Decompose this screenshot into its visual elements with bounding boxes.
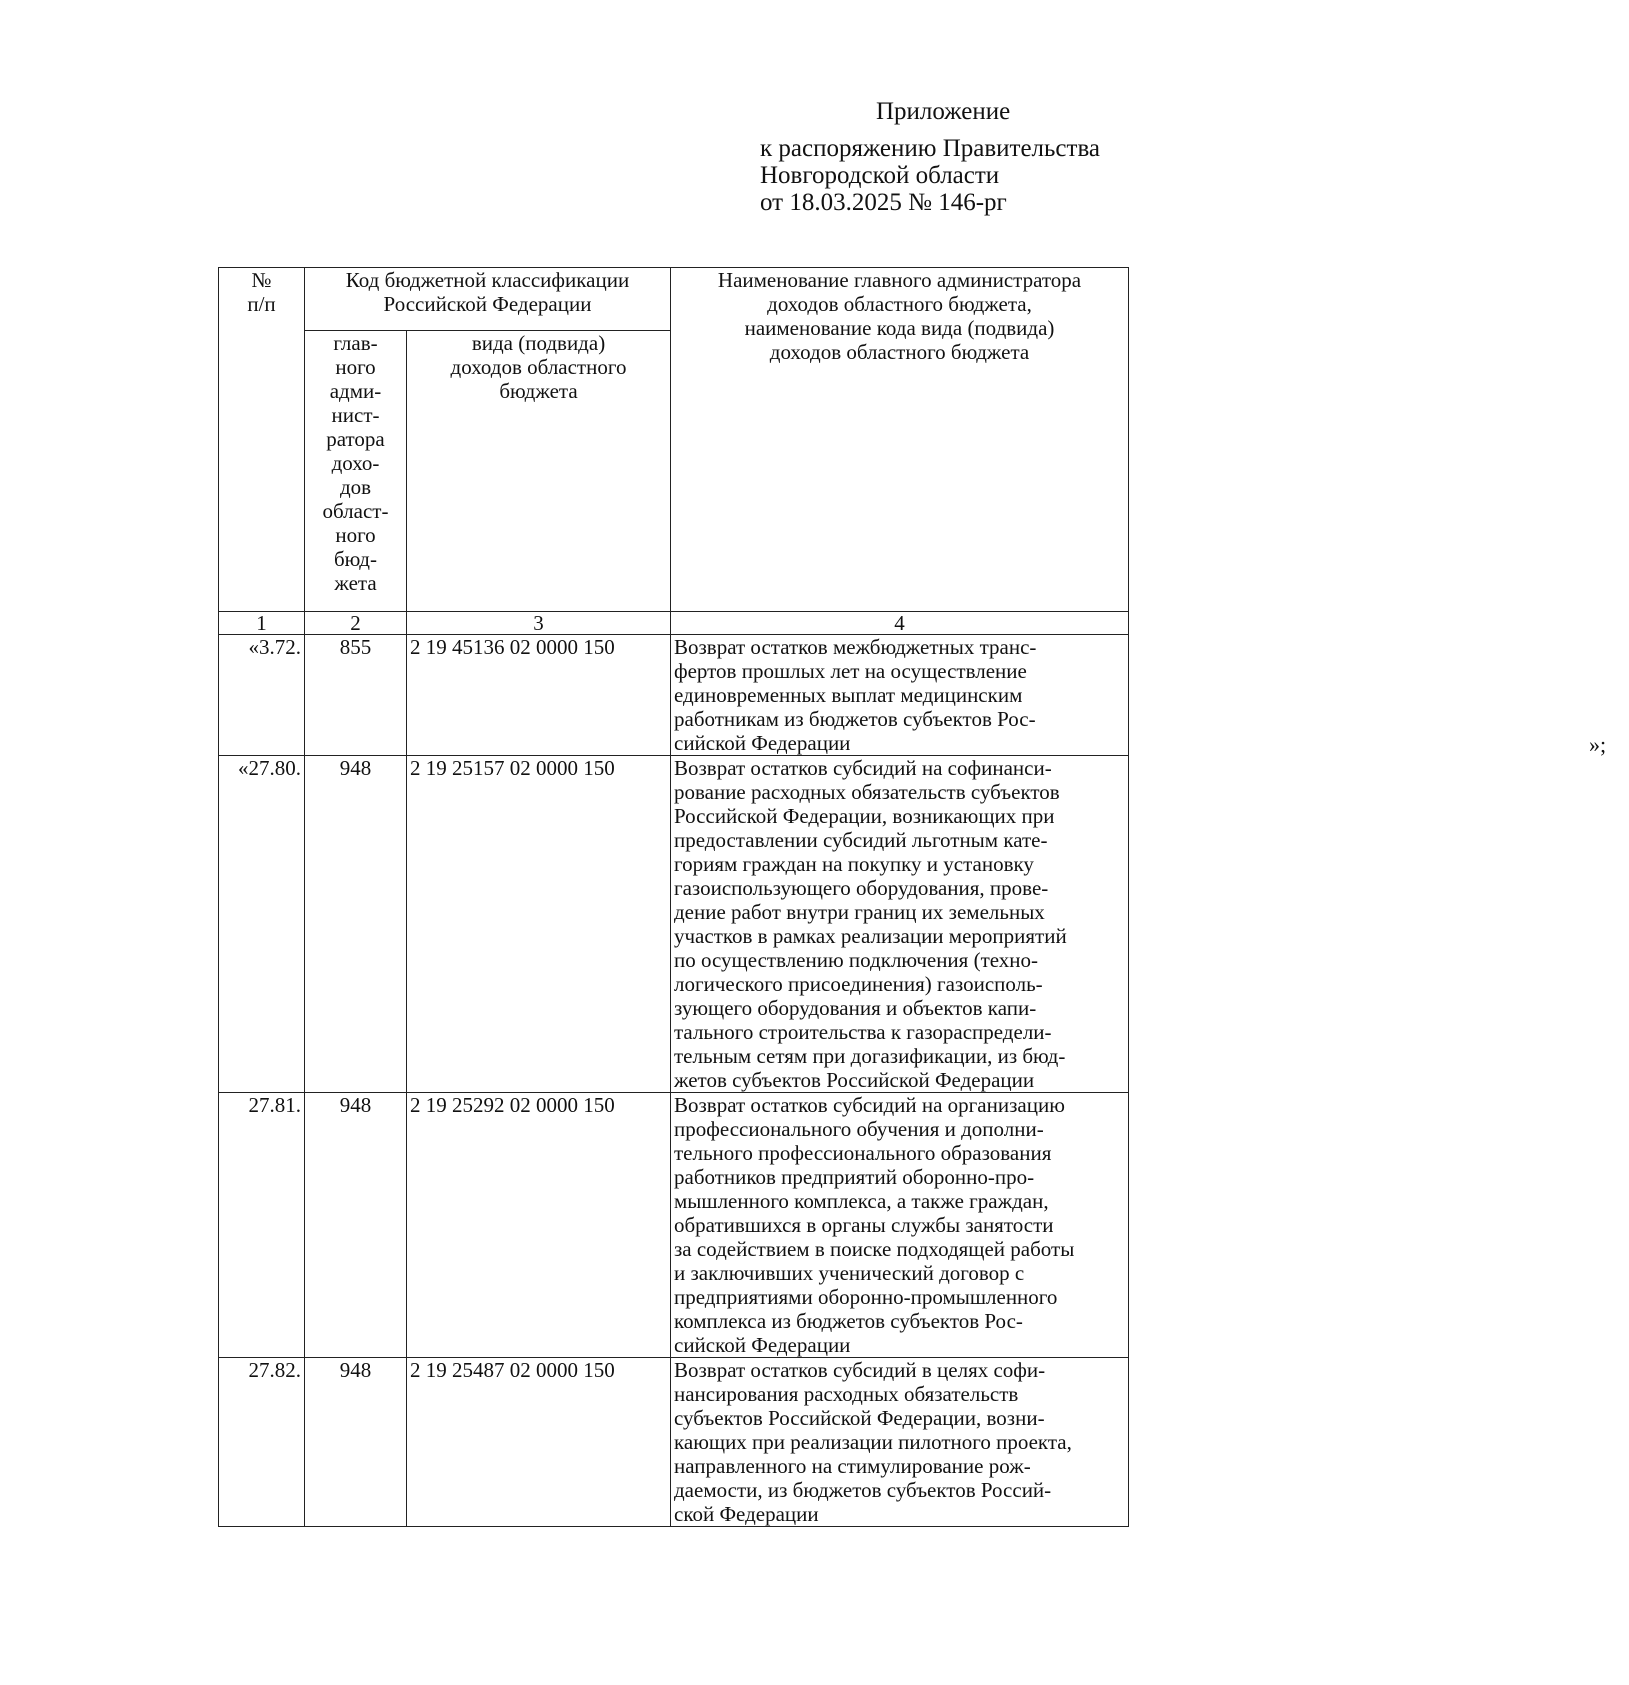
description-line: и заключивших ученический договор с xyxy=(674,1261,1025,1285)
header-line: вида (подвида) xyxy=(471,331,606,355)
description-line: обратившихся в органы службы занятости xyxy=(674,1213,1054,1237)
column-number-2: 2 xyxy=(305,612,407,635)
header-name-lines xyxy=(674,268,1125,364)
header-admin-cell xyxy=(305,331,407,612)
appendix-header xyxy=(760,98,1180,216)
column-number-row xyxy=(219,612,1129,635)
description-line: за содействием в поиске подходящей работы xyxy=(674,1237,1075,1261)
appendix-line-3: от 18.03.2025 № 146-рг xyxy=(760,189,1007,216)
row-number: «3.72. xyxy=(219,635,305,756)
row-description xyxy=(671,1093,1129,1358)
table-row xyxy=(219,1093,1129,1358)
description-line: предоставлении субсидий льготным кате- xyxy=(674,828,1048,852)
description-line: кающих при реализации пилотного проекта, xyxy=(674,1430,1072,1454)
header-line: наименование кода вида (подвида) xyxy=(744,316,1055,340)
header-line: жета xyxy=(334,571,377,595)
appendix-line-2: Новгородской области xyxy=(760,162,1000,189)
header-kind-lines xyxy=(410,331,667,403)
column-number-4: 4 xyxy=(671,612,1129,635)
description-line: работников предприятий оборонно-про- xyxy=(674,1165,1035,1189)
description-line: сийской Федерации xyxy=(674,1333,851,1357)
description-line: Российской Федерации, возникающих при xyxy=(674,804,1055,828)
header-line: дохо- xyxy=(331,451,380,475)
description-line: Возврат остатков субсидий на организацию xyxy=(674,1093,1065,1117)
description-line: субъектов Российской Федерации, возни- xyxy=(674,1406,1045,1430)
header-line: нист- xyxy=(331,403,380,427)
description-line: направленного на стимулирование рож- xyxy=(674,1454,1031,1478)
column-number-1: 1 xyxy=(219,612,305,635)
description-line: единовременных выплат медицинским xyxy=(674,683,1023,707)
row-description xyxy=(671,635,1607,757)
row-income-code: 2 19 25157 02 0000 150 xyxy=(407,756,671,1093)
description-line: мышленного комплекса, а также граждан, xyxy=(674,1189,1049,1213)
header-line: глав- xyxy=(333,331,378,355)
description-line: зующего оборудования и объектов капи- xyxy=(674,996,1037,1020)
row-admin-code: 948 xyxy=(305,1093,407,1358)
header-line: ного xyxy=(335,355,376,379)
description-line: Возврат остатков межбюджетных транс- xyxy=(674,635,1037,659)
header-line: доходов областного xyxy=(450,355,627,379)
column-number-3: 3 xyxy=(407,612,671,635)
description-line: участков в рамках реализации мероприятий xyxy=(674,924,1067,948)
description-line: ской Федерации xyxy=(674,1502,819,1526)
header-line: област- xyxy=(322,499,389,523)
description-line: жетов субъектов Российской Федерации xyxy=(674,1068,1035,1092)
header-num-cell xyxy=(219,268,305,612)
description-line: сийской Федерации xyxy=(674,731,851,755)
description-line: тельным сетям при догазификации, из бюд- xyxy=(674,1044,1066,1068)
description-line: работникам из бюджетов субъектов Рос- xyxy=(674,707,1036,731)
header-line: доходов областного бюджета, xyxy=(767,292,1032,316)
description-line: Возврат остатков субсидий на софинанси- xyxy=(674,756,1052,780)
header-line: ратора xyxy=(326,427,385,451)
header-line: дов xyxy=(339,475,372,499)
description-line: даемости, из бюджетов субъектов Россий- xyxy=(674,1478,1052,1502)
description-line: тельного профессионального образования xyxy=(674,1141,1052,1165)
closing-quote: »; xyxy=(1589,732,1607,757)
row-income-code: 2 19 25487 02 0000 150 xyxy=(407,1358,671,1527)
budget-classification-table xyxy=(218,267,1607,1527)
row-number: «27.80. xyxy=(219,756,305,1093)
row-income-code: 2 19 45136 02 0000 150 xyxy=(407,635,671,756)
header-line: ного xyxy=(335,523,376,547)
header-line: бюджета xyxy=(499,379,578,403)
table-header-row xyxy=(219,268,1129,331)
header-line: доходов областного бюджета xyxy=(769,340,1030,364)
description-line: гориям граждан на покупку и установку xyxy=(674,852,1034,876)
header-num-lines xyxy=(222,268,301,316)
description-line: логического присоединения) газоисполь- xyxy=(674,972,1043,996)
header-line: Наименование главного администратора xyxy=(717,268,1082,292)
description-line: газоиспользующего оборудования, прове- xyxy=(674,876,1049,900)
row-admin-code: 948 xyxy=(305,756,407,1093)
row-admin-code: 948 xyxy=(305,1358,407,1527)
description-line: предприятиями оборонно-промышленного xyxy=(674,1285,1058,1309)
row-number: 27.82. xyxy=(219,1358,305,1527)
header-line: п/п xyxy=(247,292,276,316)
description-line: Возврат остатков субсидий в целях софи- xyxy=(674,1358,1046,1382)
description-line: нансирования расходных обязательств xyxy=(674,1382,1019,1406)
table-row xyxy=(219,635,1129,756)
header-line: бюд- xyxy=(334,547,377,571)
header-line: адми- xyxy=(329,379,382,403)
description-line: по осуществлению подключения (техно- xyxy=(674,948,1039,972)
header-name-cell xyxy=(671,268,1129,612)
description-line: фертов прошлых лет на осуществление xyxy=(674,659,1027,683)
row-description xyxy=(671,756,1129,1093)
description-line: комплекса из бюджетов субъектов Рос- xyxy=(674,1309,1023,1333)
table-row xyxy=(219,756,1129,1093)
description-line: тального строительства к газораспредели- xyxy=(674,1020,1052,1044)
header-admin-lines xyxy=(308,331,403,595)
description-line: рование расходных обязательств субъектов xyxy=(674,780,1060,804)
header-code-group: Код бюджетной классификации Российской Федерации xyxy=(305,268,671,331)
appendix-line-1: к распоряжению Правительства xyxy=(760,135,1101,162)
row-admin-code: 855 xyxy=(305,635,407,756)
row-income-code: 2 19 25292 02 0000 150 xyxy=(407,1093,671,1358)
appendix-title: Приложение xyxy=(876,98,1011,125)
row-number: 27.81. xyxy=(219,1093,305,1358)
description-line: дение работ внутри границ их земельных xyxy=(674,900,1045,924)
row-description xyxy=(671,1358,1129,1527)
header-line: № xyxy=(251,268,272,292)
table-row xyxy=(219,1358,1129,1527)
header-kind-cell xyxy=(407,331,671,612)
description-line: профессионального обучения и дополни- xyxy=(674,1117,1044,1141)
